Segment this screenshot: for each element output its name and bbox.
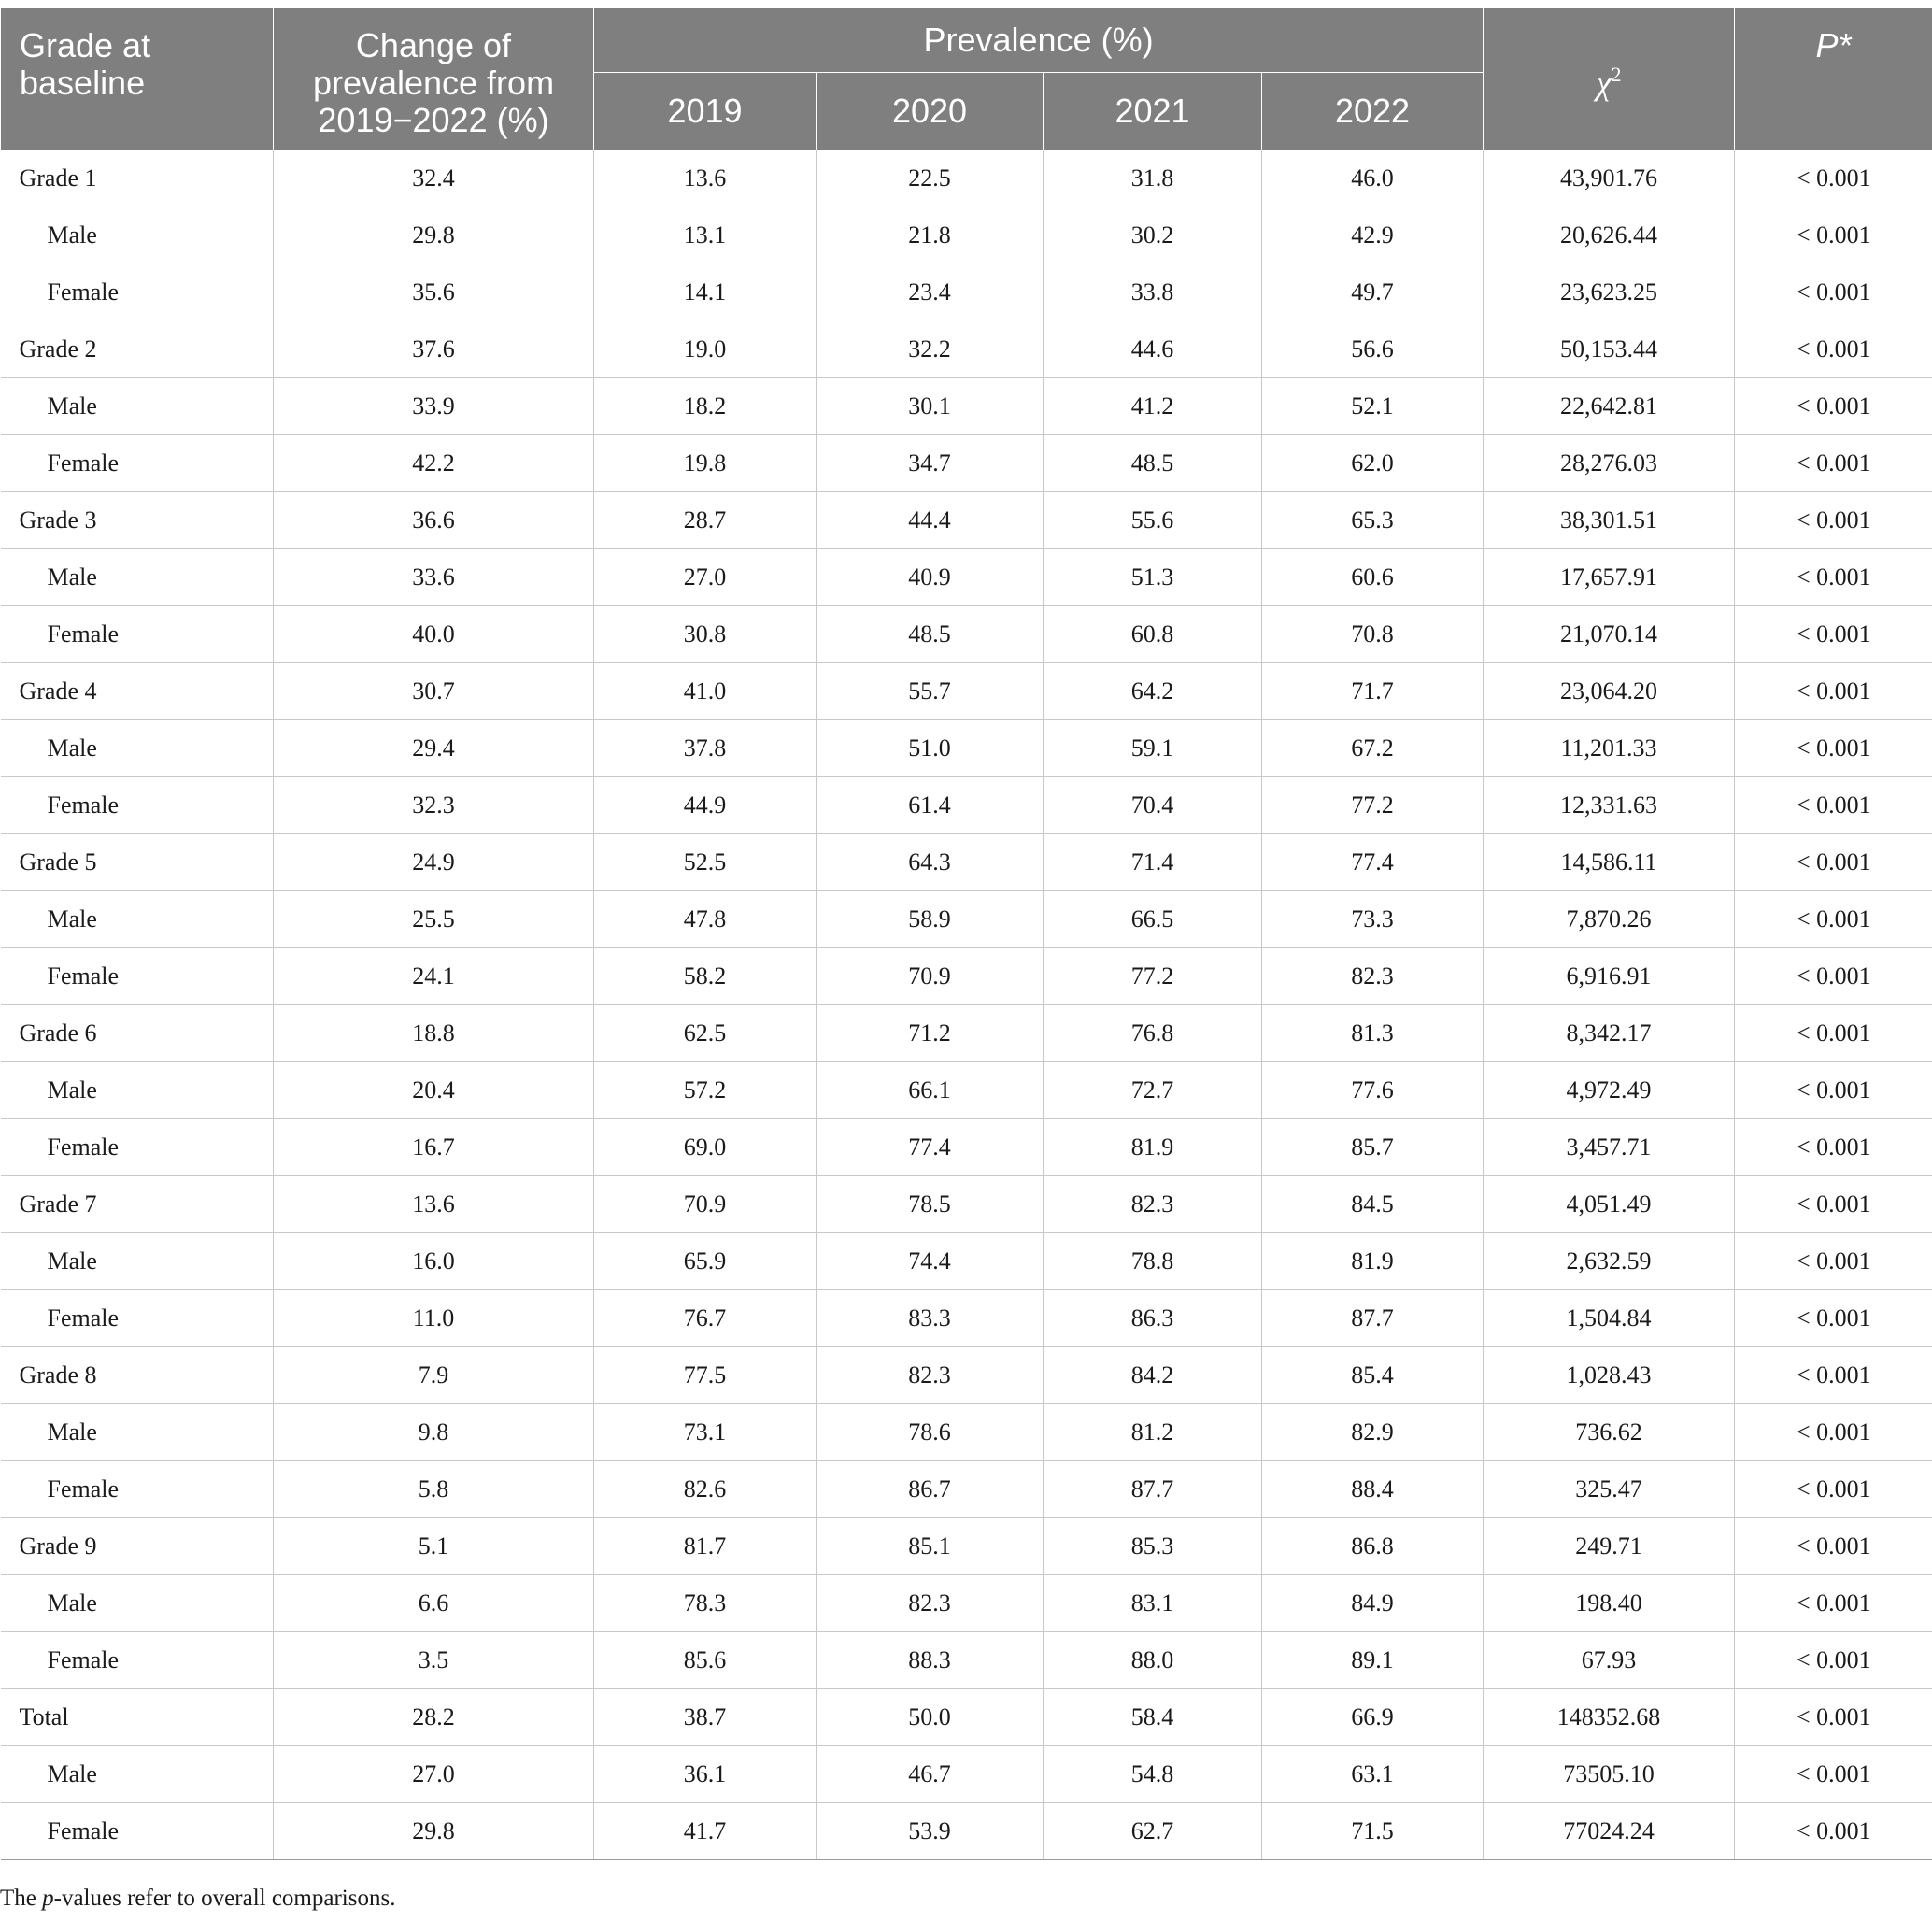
- prev-2019-cell: 36.1: [594, 1746, 817, 1803]
- prev-2020-cell: 32.2: [817, 321, 1044, 378]
- prev-2021-cell: 78.8: [1044, 1233, 1262, 1290]
- prev-2019-cell: 41.0: [594, 663, 817, 720]
- prev-2020-cell: 66.1: [817, 1062, 1044, 1119]
- prev-2019-cell: 85.6: [594, 1632, 817, 1689]
- row-label: Female: [1, 1803, 274, 1860]
- prev-2020-cell: 71.2: [817, 1005, 1044, 1062]
- prev-2021-cell: 84.2: [1044, 1347, 1262, 1404]
- prev-2022-cell: 77.2: [1262, 777, 1484, 834]
- table-row: [1, 1005, 1932, 1062]
- row-label: Grade 7: [1, 1176, 274, 1233]
- prev-2019-cell: 82.6: [594, 1461, 817, 1518]
- prev-2019-cell: 47.8: [594, 891, 817, 948]
- change-cell: 35.6: [274, 264, 594, 321]
- row-label: Grade 2: [1, 321, 274, 378]
- table-row: [1, 264, 1932, 321]
- prev-2020-cell: 85.1: [817, 1518, 1044, 1575]
- prev-2022-cell: 81.9: [1262, 1233, 1484, 1290]
- row-label: Female: [1, 1119, 274, 1176]
- prev-2022-cell: 86.8: [1262, 1518, 1484, 1575]
- row-label: Male: [1, 207, 274, 264]
- prev-2022-cell: 46.0: [1262, 150, 1484, 207]
- change-cell: 3.5: [274, 1632, 594, 1689]
- footnote-italic: p: [42, 1886, 54, 1911]
- prev-2020-cell: 86.7: [817, 1461, 1044, 1518]
- prev-2019-cell: 44.9: [594, 777, 817, 834]
- table-row: [1, 1575, 1932, 1632]
- row-label: Female: [1, 1461, 274, 1518]
- change-cell: 33.9: [274, 378, 594, 435]
- change-cell: 16.0: [274, 1233, 594, 1290]
- prev-2022-cell: 71.7: [1262, 663, 1484, 720]
- prev-2019-cell: 57.2: [594, 1062, 817, 1119]
- prev-2022-cell: 42.9: [1262, 207, 1484, 264]
- p-value-cell: < 0.001: [1735, 378, 1932, 435]
- header-year-2022: 2022: [1262, 73, 1484, 150]
- p-value-cell: < 0.001: [1735, 549, 1932, 606]
- prev-2022-cell: 49.7: [1262, 264, 1484, 321]
- prev-2020-cell: 40.9: [817, 549, 1044, 606]
- prev-2019-cell: 13.1: [594, 207, 817, 264]
- row-label: Female: [1, 1632, 274, 1689]
- footnote-suffix: -values refer to overall comparisons.: [53, 1886, 396, 1911]
- p-value-cell: < 0.001: [1735, 720, 1932, 777]
- table-row: [1, 1119, 1932, 1176]
- prev-2021-cell: 72.7: [1044, 1062, 1262, 1119]
- prev-2020-cell: 82.3: [817, 1347, 1044, 1404]
- chi2-cell: 17,657.91: [1484, 549, 1735, 606]
- change-cell: 24.1: [274, 948, 594, 1005]
- chi2-cell: 736.62: [1484, 1404, 1735, 1461]
- prev-2019-cell: 19.0: [594, 321, 817, 378]
- table-row: [1, 606, 1932, 663]
- chi2-cell: 3,457.71: [1484, 1119, 1735, 1176]
- prev-2020-cell: 88.3: [817, 1632, 1044, 1689]
- p-value-cell: < 0.001: [1735, 1746, 1932, 1803]
- prev-2022-cell: 65.3: [1262, 492, 1484, 549]
- chi2-cell: 249.71: [1484, 1518, 1735, 1575]
- prev-2022-cell: 82.3: [1262, 948, 1484, 1005]
- row-label: Male: [1, 1746, 274, 1803]
- prev-2022-cell: 87.7: [1262, 1290, 1484, 1347]
- prev-2022-cell: 70.8: [1262, 606, 1484, 663]
- table-row: [1, 207, 1932, 264]
- prev-2021-cell: 58.4: [1044, 1689, 1262, 1746]
- footnote-prefix: The: [0, 1886, 43, 1911]
- p-value-cell: < 0.001: [1735, 321, 1932, 378]
- row-label: Grade 8: [1, 1347, 274, 1404]
- row-label: Male: [1, 378, 274, 435]
- chi2-cell: 43,901.76: [1484, 150, 1735, 207]
- p-value-cell: < 0.001: [1735, 663, 1932, 720]
- row-label: Female: [1, 606, 274, 663]
- change-cell: 32.4: [274, 150, 594, 207]
- prev-2021-cell: 30.2: [1044, 207, 1262, 264]
- row-label: Female: [1, 264, 274, 321]
- prev-2020-cell: 46.7: [817, 1746, 1044, 1803]
- prev-2019-cell: 77.5: [594, 1347, 817, 1404]
- chi2-cell: 50,153.44: [1484, 321, 1735, 378]
- prev-2021-cell: 54.8: [1044, 1746, 1262, 1803]
- chi2-cell: 8,342.17: [1484, 1005, 1735, 1062]
- chi2-cell: 198.40: [1484, 1575, 1735, 1632]
- prev-2022-cell: 89.1: [1262, 1632, 1484, 1689]
- prev-2019-cell: 78.3: [594, 1575, 817, 1632]
- change-cell: 40.0: [274, 606, 594, 663]
- row-label: Male: [1, 891, 274, 948]
- header-change: Change of prevalence from 2019−2022 (%): [274, 8, 594, 150]
- prev-2020-cell: 70.9: [817, 948, 1044, 1005]
- p-value-cell: < 0.001: [1735, 891, 1932, 948]
- chi2-cell: 12,331.63: [1484, 777, 1735, 834]
- p-asterisk: *: [1838, 26, 1852, 64]
- prev-2022-cell: 66.9: [1262, 1689, 1484, 1746]
- chi2-cell: 38,301.51: [1484, 492, 1735, 549]
- prev-2020-cell: 61.4: [817, 777, 1044, 834]
- prev-2022-cell: 85.7: [1262, 1119, 1484, 1176]
- chi2-cell: 325.47: [1484, 1461, 1735, 1518]
- prev-2019-cell: 14.1: [594, 264, 817, 321]
- prev-2021-cell: 76.8: [1044, 1005, 1262, 1062]
- table-row: [1, 777, 1932, 834]
- row-label: Grade 5: [1, 834, 274, 891]
- prev-2019-cell: 41.7: [594, 1803, 817, 1860]
- prev-2022-cell: 63.1: [1262, 1746, 1484, 1803]
- prev-2020-cell: 74.4: [817, 1233, 1044, 1290]
- prev-2020-cell: 55.7: [817, 663, 1044, 720]
- prev-2021-cell: 31.8: [1044, 150, 1262, 207]
- p-value-cell: < 0.001: [1735, 435, 1932, 492]
- row-label: Male: [1, 1575, 274, 1632]
- prev-2021-cell: 41.2: [1044, 378, 1262, 435]
- prev-2021-cell: 85.3: [1044, 1518, 1262, 1575]
- p-value-cell: < 0.001: [1735, 264, 1932, 321]
- change-cell: 5.8: [274, 1461, 594, 1518]
- chi-superscript: 2: [1611, 63, 1622, 86]
- row-label: Female: [1, 948, 274, 1005]
- row-label: Male: [1, 720, 274, 777]
- prev-2022-cell: 56.6: [1262, 321, 1484, 378]
- table-row: [1, 492, 1932, 549]
- table-row: [1, 1062, 1932, 1119]
- prev-2020-cell: 78.6: [817, 1404, 1044, 1461]
- table-row: [1, 435, 1932, 492]
- row-label: Female: [1, 777, 274, 834]
- prev-2019-cell: 65.9: [594, 1233, 817, 1290]
- prev-2021-cell: 51.3: [1044, 549, 1262, 606]
- prev-2021-cell: 59.1: [1044, 720, 1262, 777]
- p-value-cell: < 0.001: [1735, 1062, 1932, 1119]
- p-value-cell: < 0.001: [1735, 1233, 1932, 1290]
- prev-2022-cell: 77.4: [1262, 834, 1484, 891]
- header-year-2020: 2020: [817, 73, 1044, 150]
- prev-2021-cell: 77.2: [1044, 948, 1262, 1005]
- row-label: Grade 1: [1, 150, 274, 207]
- prev-2020-cell: 50.0: [817, 1689, 1044, 1746]
- prev-2021-cell: 88.0: [1044, 1632, 1262, 1689]
- chi2-cell: 28,276.03: [1484, 435, 1735, 492]
- p-value-cell: < 0.001: [1735, 207, 1932, 264]
- change-cell: 24.9: [274, 834, 594, 891]
- change-cell: 13.6: [274, 1176, 594, 1233]
- row-label: Grade 3: [1, 492, 274, 549]
- p-symbol: P: [1815, 26, 1839, 64]
- p-value-cell: < 0.001: [1735, 1176, 1932, 1233]
- change-cell: 20.4: [274, 1062, 594, 1119]
- table-row: [1, 834, 1932, 891]
- change-cell: 27.0: [274, 1746, 594, 1803]
- table-row: [1, 1176, 1932, 1233]
- change-cell: 30.7: [274, 663, 594, 720]
- change-cell: 6.6: [274, 1575, 594, 1632]
- table-row: [1, 1803, 1932, 1860]
- prev-2021-cell: 66.5: [1044, 891, 1262, 948]
- prev-2021-cell: 82.3: [1044, 1176, 1262, 1233]
- prev-2021-cell: 60.8: [1044, 606, 1262, 663]
- chi2-cell: 14,586.11: [1484, 834, 1735, 891]
- prev-2021-cell: 64.2: [1044, 663, 1262, 720]
- chi2-cell: 20,626.44: [1484, 207, 1735, 264]
- chi2-cell: 23,064.20: [1484, 663, 1735, 720]
- table-row: [1, 1518, 1932, 1575]
- prev-2022-cell: 84.5: [1262, 1176, 1484, 1233]
- prev-2022-cell: 67.2: [1262, 720, 1484, 777]
- prev-2019-cell: 52.5: [594, 834, 817, 891]
- prev-2020-cell: 83.3: [817, 1290, 1044, 1347]
- prev-2022-cell: 71.5: [1262, 1803, 1484, 1860]
- p-value-cell: < 0.001: [1735, 492, 1932, 549]
- table-row: [1, 1347, 1932, 1404]
- prev-2019-cell: 19.8: [594, 435, 817, 492]
- prev-2021-cell: 70.4: [1044, 777, 1262, 834]
- table-row: [1, 1461, 1932, 1518]
- chi2-cell: 1,028.43: [1484, 1347, 1735, 1404]
- prev-2020-cell: 34.7: [817, 435, 1044, 492]
- prev-2020-cell: 48.5: [817, 606, 1044, 663]
- prev-2019-cell: 38.7: [594, 1689, 817, 1746]
- p-value-cell: < 0.001: [1735, 1803, 1932, 1860]
- change-cell: 16.7: [274, 1119, 594, 1176]
- prev-2020-cell: 64.3: [817, 834, 1044, 891]
- chi2-cell: 6,916.91: [1484, 948, 1735, 1005]
- chi2-cell: 4,972.49: [1484, 1062, 1735, 1119]
- prev-2020-cell: 51.0: [817, 720, 1044, 777]
- p-value-cell: < 0.001: [1735, 777, 1932, 834]
- row-label: Male: [1, 1062, 274, 1119]
- prev-2022-cell: 84.9: [1262, 1575, 1484, 1632]
- p-value-cell: < 0.001: [1735, 1290, 1932, 1347]
- prev-2022-cell: 77.6: [1262, 1062, 1484, 1119]
- header-p-value: [1735, 8, 1932, 150]
- chi2-cell: 11,201.33: [1484, 720, 1735, 777]
- change-cell: 5.1: [274, 1518, 594, 1575]
- chi2-cell: 22,642.81: [1484, 378, 1735, 435]
- chi2-cell: 21,070.14: [1484, 606, 1735, 663]
- chi-symbol: χ: [1596, 64, 1612, 102]
- change-cell: 42.2: [274, 435, 594, 492]
- prev-2021-cell: 87.7: [1044, 1461, 1262, 1518]
- prev-2022-cell: 52.1: [1262, 378, 1484, 435]
- table-row: [1, 1689, 1932, 1746]
- table-footnote: [0, 1886, 395, 1912]
- change-cell: 11.0: [274, 1290, 594, 1347]
- table-row: [1, 321, 1932, 378]
- prev-2019-cell: 73.1: [594, 1404, 817, 1461]
- table-row: [1, 1404, 1932, 1461]
- chi2-cell: 1,504.84: [1484, 1290, 1735, 1347]
- prev-2019-cell: 76.7: [594, 1290, 817, 1347]
- prev-2020-cell: 82.3: [817, 1575, 1044, 1632]
- table-row: [1, 150, 1932, 207]
- chi2-cell: 148352.68: [1484, 1689, 1735, 1746]
- p-value-cell: < 0.001: [1735, 1518, 1932, 1575]
- header-chi-square: [1484, 8, 1735, 150]
- p-value-cell: < 0.001: [1735, 1404, 1932, 1461]
- prev-2020-cell: 44.4: [817, 492, 1044, 549]
- change-cell: 7.9: [274, 1347, 594, 1404]
- change-cell: 29.4: [274, 720, 594, 777]
- prev-2019-cell: 81.7: [594, 1518, 817, 1575]
- prev-2021-cell: 48.5: [1044, 435, 1262, 492]
- prev-2020-cell: 23.4: [817, 264, 1044, 321]
- p-value-cell: < 0.001: [1735, 606, 1932, 663]
- table-row: [1, 891, 1932, 948]
- chi2-cell: 23,623.25: [1484, 264, 1735, 321]
- p-value-cell: < 0.001: [1735, 834, 1932, 891]
- row-label: Male: [1, 1233, 274, 1290]
- prev-2020-cell: 58.9: [817, 891, 1044, 948]
- prev-2019-cell: 58.2: [594, 948, 817, 1005]
- p-value-cell: < 0.001: [1735, 1689, 1932, 1746]
- prev-2022-cell: 81.3: [1262, 1005, 1484, 1062]
- prev-2021-cell: 55.6: [1044, 492, 1262, 549]
- prev-2022-cell: 73.3: [1262, 891, 1484, 948]
- change-cell: 33.6: [274, 549, 594, 606]
- prev-2019-cell: 27.0: [594, 549, 817, 606]
- table-body: [1, 150, 1932, 1860]
- change-cell: 32.3: [274, 777, 594, 834]
- table-header: [1, 8, 1932, 150]
- prev-2022-cell: 60.6: [1262, 549, 1484, 606]
- header-grade: Grade at baseline: [1, 8, 274, 150]
- table-row: [1, 1233, 1932, 1290]
- prev-2021-cell: 44.6: [1044, 321, 1262, 378]
- change-cell: 9.8: [274, 1404, 594, 1461]
- prev-2021-cell: 86.3: [1044, 1290, 1262, 1347]
- p-value-cell: < 0.001: [1735, 150, 1932, 207]
- prev-2019-cell: 37.8: [594, 720, 817, 777]
- table-row: [1, 663, 1932, 720]
- prev-2019-cell: 70.9: [594, 1176, 817, 1233]
- table-row: [1, 549, 1932, 606]
- p-value-cell: < 0.001: [1735, 1347, 1932, 1404]
- prev-2020-cell: 22.5: [817, 150, 1044, 207]
- prev-2019-cell: 18.2: [594, 378, 817, 435]
- p-value-cell: < 0.001: [1735, 948, 1932, 1005]
- chi2-cell: 77024.24: [1484, 1803, 1735, 1860]
- prev-2022-cell: 62.0: [1262, 435, 1484, 492]
- prev-2019-cell: 62.5: [594, 1005, 817, 1062]
- row-label: Total: [1, 1689, 274, 1746]
- row-label: Grade 6: [1, 1005, 274, 1062]
- p-value-cell: < 0.001: [1735, 1575, 1932, 1632]
- chi2-cell: 2,632.59: [1484, 1233, 1735, 1290]
- header-year-2019: 2019: [594, 73, 817, 150]
- change-cell: 37.6: [274, 321, 594, 378]
- table-row: [1, 1632, 1932, 1689]
- prev-2020-cell: 21.8: [817, 207, 1044, 264]
- change-cell: 29.8: [274, 1803, 594, 1860]
- change-cell: 25.5: [274, 891, 594, 948]
- prev-2022-cell: 85.4: [1262, 1347, 1484, 1404]
- row-label: Grade 9: [1, 1518, 274, 1575]
- prevalence-table: [0, 7, 1932, 1860]
- row-label: Grade 4: [1, 663, 274, 720]
- change-cell: 36.6: [274, 492, 594, 549]
- chi2-cell: 67.93: [1484, 1632, 1735, 1689]
- prev-2021-cell: 62.7: [1044, 1803, 1262, 1860]
- prev-2020-cell: 30.1: [817, 378, 1044, 435]
- row-label: Male: [1, 1404, 274, 1461]
- prev-2020-cell: 78.5: [817, 1176, 1044, 1233]
- prev-2019-cell: 69.0: [594, 1119, 817, 1176]
- table-row: [1, 720, 1932, 777]
- prev-2020-cell: 53.9: [817, 1803, 1044, 1860]
- p-value-cell: < 0.001: [1735, 1632, 1932, 1689]
- p-value-cell: < 0.001: [1735, 1119, 1932, 1176]
- prev-2021-cell: 81.9: [1044, 1119, 1262, 1176]
- prev-2019-cell: 13.6: [594, 150, 817, 207]
- prev-2022-cell: 82.9: [1262, 1404, 1484, 1461]
- prev-2019-cell: 30.8: [594, 606, 817, 663]
- prev-2019-cell: 28.7: [594, 492, 817, 549]
- row-label: Female: [1, 1290, 274, 1347]
- table-row: [1, 948, 1932, 1005]
- header-year-2021: 2021: [1044, 73, 1262, 150]
- table-row: [1, 1290, 1932, 1347]
- prev-2021-cell: 33.8: [1044, 264, 1262, 321]
- prev-2021-cell: 71.4: [1044, 834, 1262, 891]
- prev-2022-cell: 88.4: [1262, 1461, 1484, 1518]
- change-cell: 28.2: [274, 1689, 594, 1746]
- row-label: Male: [1, 549, 274, 606]
- p-value-cell: < 0.001: [1735, 1461, 1932, 1518]
- header-prevalence: Prevalence (%): [594, 8, 1484, 73]
- table-row: [1, 1746, 1932, 1803]
- chi2-cell: 7,870.26: [1484, 891, 1735, 948]
- prev-2021-cell: 83.1: [1044, 1575, 1262, 1632]
- table-row: [1, 378, 1932, 435]
- p-value-cell: < 0.001: [1735, 1005, 1932, 1062]
- chi2-cell: 4,051.49: [1484, 1176, 1735, 1233]
- chi2-cell: 73505.10: [1484, 1746, 1735, 1803]
- row-label: Female: [1, 435, 274, 492]
- prev-2021-cell: 81.2: [1044, 1404, 1262, 1461]
- change-cell: 18.8: [274, 1005, 594, 1062]
- prev-2020-cell: 77.4: [817, 1119, 1044, 1176]
- change-cell: 29.8: [274, 207, 594, 264]
